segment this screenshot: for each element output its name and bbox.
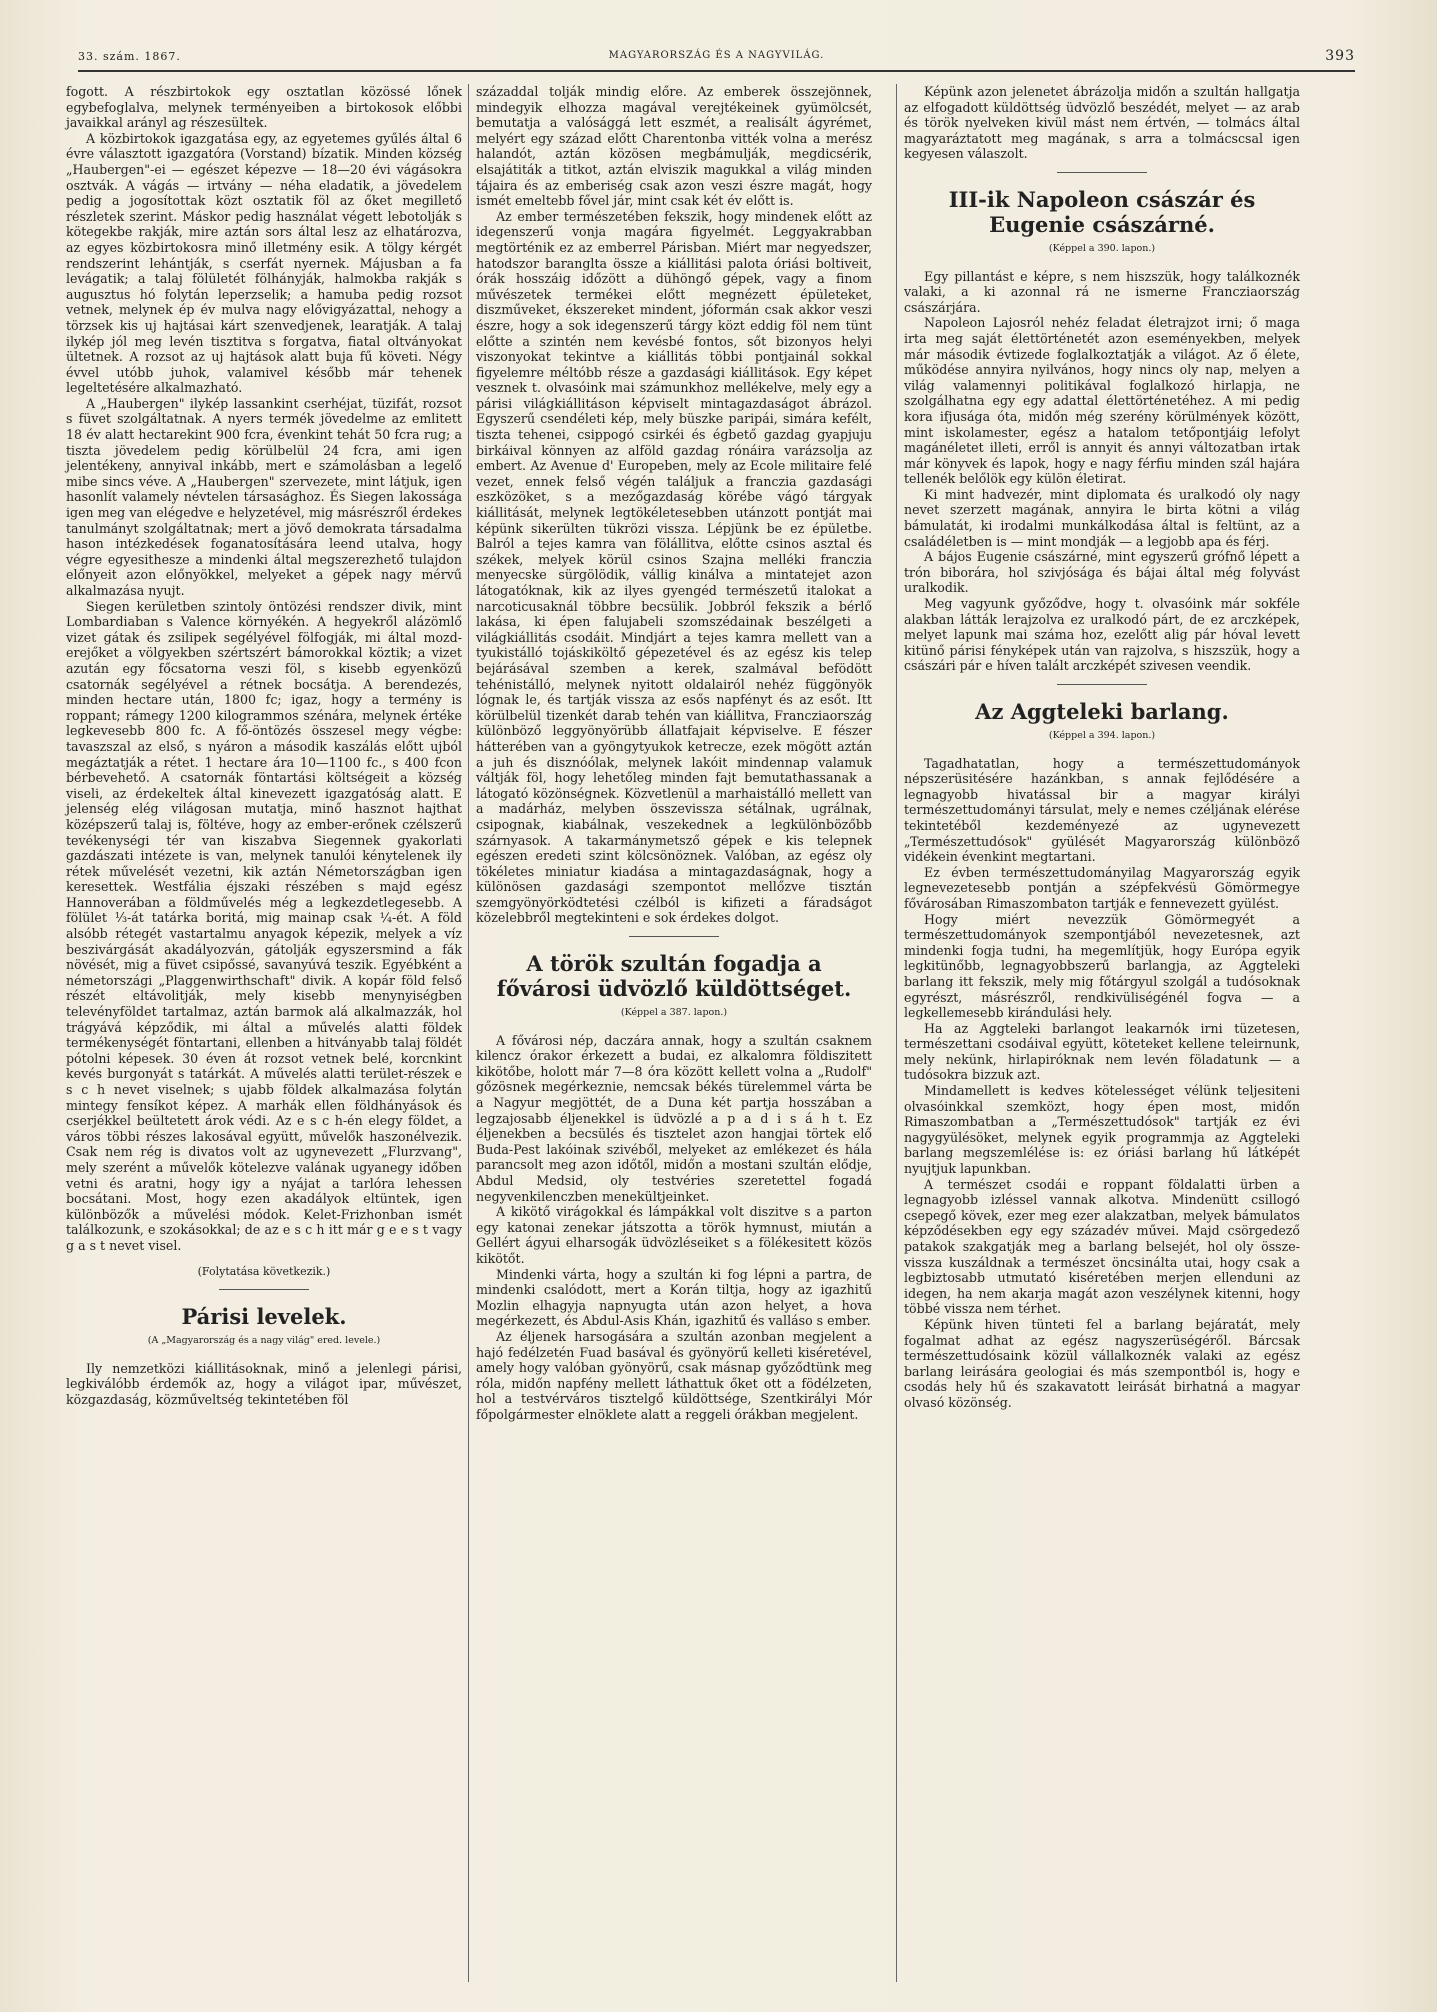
paragraph: A kikötő virágokkal és lámpákkal volt diszitve s a parton egy katonai zenekar játszotta a török hymnust, miután a Gellért ágyui elharsogák üdvözléseiket s a fölékesitett közös kikötőt. [476, 1204, 872, 1266]
paragraph: Ha az Aggteleki barlangot leakarnók irni tüzetesen, természettani csodáival együtt, köteteket kellene teleirnunk, mely nekünk, hirlapiróknak nem levén föladatunk — a tudósokra bizzuk azt. [904, 1020, 1300, 1083]
paragraph: Ki mint hadvezér, mint diplomata és uralkodó oly nagy nevet szerzett magának, annyira le birta kötni a világ bámulatát, ki irodalmi munkálkodása által is feltünt, az a családéletben is — mint mondják — a legjobb apa és férj. [904, 486, 1300, 549]
paragraph: Meg vagyunk győződve, hogy t. olvasóink már sokféle alakban látták lerajzolva ez uralkodó párt, de ez arczképek, melyet lapunk mai száma hoz, ezelőtt alig pár hóval levett kitünő párisi fényképek után van rajzolva, s hiszszük, hogy a császári pár e híven talált arczképét szivesen veendik. [904, 596, 1300, 674]
paragraph: A közbirtokok igazgatása egy, az egyetemes gyűlés által 6 évre választott igazgatóra (Vorstand) bízatik. Minden község „Haubergen"-ei — egészet képezve — 18—20 évi vágásokra osztvák. A vágás — irtvány — néha eladatik, a jövedelem pedig a jogosítottak közt osztatik föl az őket megillető részletek szerint. Máskor pedig használat végett lebotolják s kötegekbe rakják, mire aztán sors által lesz az elhatározva, az egyes közbirtokosra minő illetmény esik. A tölgy kérgét rendszerint lehántják, s cserfát nyernek. Májusban a fa levágatik; a talaj fölületét fölhányják, halmokba rakják s augusztus hó folytán leperzselik; a hamuba pedig rozsot vetnek, melynek ép év mulva nagy elővigyázattal, nehogy a törzsek kis uj hajtásai kárt szenvedjenek, learatják. A talaj ilykép jól meg levén tisztitva s forgatva, fiatal oltványokat ültetnek. A rozsot az uj hajtások alatt buja fű követi. Négy évvel utóbb juhok, valamivel később már tehenek legeltetésére alkalmazható. [66, 130, 462, 396]
separator [219, 1289, 309, 1290]
paragraph: A fővárosi nép, daczára annak, hogy a szultán csaknem kilencz órakor érkezett a budai, ez alkalomra földiszitett kikötőbe, holott már 7—8 óra között kellett volna a „Rudolf" gőzösnek megérkeznie, nemcsak békés türelemmel várta be a Nagyur megjöttét, de a Duna két partja hosszában a legzajosabb éljenekkel is üdvözlé a p a d i s á h t. Ez éljenekben a becsülés és tisztelet azon hangjai törtek elő Buda-Pest lakóinak szivéből, melyeket az emlékezet és hála parancsolt meg azon időtől, midőn a mostani szultán elődje, Abdul Medsid, oly testvéries szeretettel fogadá negyvenkilenczben menekültjeinket. [476, 1032, 872, 1204]
paragraph: Ily nemzetközi kiállitásoknak, minő a jelenlegi párisi, legkiválóbb érdemők az, hogy a világot ipar, művészet, közgazdaság, közműveltség tekintetében föl [66, 1360, 462, 1407]
continued-note: (Folytatása következik.) [197, 1264, 331, 1278]
article-subheading: (Képpel a 394. lapon.) [1048, 730, 1156, 741]
page-header [78, 44, 1355, 72]
paragraph: Képünk azon jelenetet ábrázolja midőn a szultán hallgatja az elfogadott küldöttség üdvözlő beszédét, melyet — az arab és török nyelveken kivül mást nem értvén, — tolmács által magyaráztatott meg magának, s arra a tolmácscsal igen kegyesen válaszolt. [904, 84, 1300, 162]
article-subheading: (Képpel a 387. lapon.) [620, 1007, 728, 1019]
column-3 [904, 84, 1300, 1411]
paragraph: Siegen kerületben szintoly öntözési rendszer divik, mint Lombardiaban s Valence környékén. A hegyekről alázömlő vizet gátak és zsilipek segélyével fölfogják, mi által mozd-erejőket a völgyekben szértszért bámorokkal köztik; a vizet azután egy főcsatorna veszi föl, s kisebb egyenközű csatornák segélyével a rétnek bocsátja. A berendezés, minden hectare után, 1800 fc; igaz, hogy a termény is roppant; rámegy 1200 kilogrammos szénára, melynek értéke legkevesebb 800 fc. A fő-öntözés összesel megy végbe: tavaszszal az első, s nyáron a második kaszálás előtt ujból megáztatják a rétet. 1 hectare ára 10—1100 fc., s 400 fcon bérbevehető. A csatornák föntartási költségeit a község viseli, az érdekeltek által kinevezett igazgatóság alatt. E jelenség elég világosan mutatja, minő hasznot hajthat középszerű talaj is, föltéve, hogy az ember-erőnek czélszerű tevékenységi tér van kiszabva Siegennek gyakorlati gazdászati intézete is van, melynek tanulói kénytelenek ily rétek művelését vezetni, kik aztán Németországban igen keresettek. Westfália éjszaki részében s majd egész Hannoverában a földművelés még a legkezdetlegesebb. A fölület ⅓-át tatárka boritá, mig mainap csak ¼-ét. A föld alsóbb rétegét vastartalmu anyagok képezik, melyek a víz beszivárgását akadályozván, gátolják egyszersmind a fák növését, mig a füvet csipőssé, savanyúvá teszik. Egyébként a németországi „Plaggenwirthschaft" divik. A kopár föld felső részét eltávolitják, mely kisebb menynyiségben televényföldet tartalmaz, aztán barmok alá alkalmazzák, hol trágyává képződik, mi által a művelés alatti földek termékenységét föntartani, ellenben a hitványabb talaj földét pótolni képesek. 30 éven át rozsot vetnek belé, korcnkint kevés burgonyát s tatárkát. A művelés alatti terület-részek e s c h nevet viselnek; s ujabb földek alkalmazása folytán mintegy fensíkot képez. A marhák ellen földhányások és cserjékkel beültetett árok védi. Az e s c h-én elegy földet, a város többi részes lakosával együtt, művelők haszonélvezik. Csak nem rég is divatos volt az ugynevezett „Flurzvang", mely szerént a művelők kötelezve valának ugyanegy időben vetni és aratni, hogy igy a nyájat a tarlóra lehessen bocsátani. Most, hogy ezen akadályok eltüntek, igen különbözők a művelési módok. Kelet-Frizhonban ismét találkozunk, e szokásokkal; de az e s c h itt már g e e s t vagy g a s t nevet visel. [66, 598, 462, 1253]
publication-title: MAGYARORSZÁG ÉS A NAGYVILÁG. [608, 50, 825, 61]
paragraph: Hogy miért nevezzük Gömörmegyét a természettudományok szempontjából nevezetesnek, azt mindenki fogja tudni, ha megemlítjük, hogy Európa egyik legkitünőbb, legnagyobbszerű barlangja, az Aggteleki barlang itt fekszik, mely mig főtárgyul szolgál a tudósoknak egyrészt, másrészről, rendkivüliségénél fogva — a legkellemesebb kirándulási hely. [904, 911, 1300, 1021]
issue-number: 33. szám. 1867. [78, 50, 181, 63]
article-heading: III-ik Napoleon császár és Eugenie császárné. [948, 186, 1256, 237]
paragraph: A bájos Eugenie császárné, mint egyszerű grófnő lépett a trón biborára, hol szivjósága és bájai által még folyvást uralkodik. [904, 549, 1300, 596]
article-heading: Párisi levelek. [181, 1304, 347, 1330]
article-subheading: (Képpel a 390. lapon.) [1048, 242, 1156, 254]
article-heading: Az Aggteleki barlang. [975, 699, 1229, 724]
paragraph: Az éljenek harsogására a szultán azonban megjelent a hajó fedélzetén Fuad basával és gyönyörű kelleti kiséretével, amely hogy valóban gyönyörű, csak másnap győződtünk meg róla, midőn napfény mellett láthattuk őket ott a födélzeten, hol a testvérváros tisztelgő küldöttsége, Szentkirályi Mór főpolgármester elnöklete alatt a reggeli órákban megjelent. [476, 1328, 872, 1422]
paragraph: Tagadhatatlan, hogy a természettudományok népszerüsitésére hazánkban, s annak fejlődésére a legnagyobb hivatással bir a magyar királyi természettudományi társulat, mely e nemes czéljának elérése tekintetéből kezdeményezé az ugynevezett „Természettudósok" gyülését Magyarország különböző vidékein évenkint megtartani. [904, 755, 1300, 865]
paragraph: fogott. A részbirtokok egy osztatlan közössé lőnek egybefoglalva, melynek terményeiben a birtokosok előbbi javaikkal arányl ag részesültek. [66, 84, 462, 131]
paragraph: Ez évben természettudományilag Magyarország egyik legnevezetesebb pontján a szépfekvésü Gömörmegye fővárosában Rimaszombaton tartják e fennevezett gyülést. [904, 864, 1300, 911]
paragraph: Egy pillantást e képre, s nem hiszszük, hogy találkoznék valaki, a ki azonnal rá ne ismerne Francziaország császárjára. [904, 268, 1300, 315]
paragraph: Az ember természetében fekszik, hogy mindenek előtt az idegenszerű vonja magára figyelmét. Leggyakrabban megtörténik ez az emberrel Párisban. Miért mar negyedszer, hatodszor baranglta össze a kiállitási palota óriási boltiveit, órák hosszáig időzött a dühöngő gépek, vagy a finom művészetek termékei előtt megnézett épületeket, diszműveket, ékszereket mindent, jóformán csak akkor veszi észre, hogy a sok idegenszerű tárgy közt eddig föl nem tünt előtte a szintén nem kevésbé fontos, sőt bizonyos helyi viszonyokat tekintve a kiállitás többi pontjainál sokkal figyelemre méltóbb része a gazdasági kiállitások. Egy képet vesznek t. olvasóink mai számunkhoz mellékelve, mely egy a párisi világkiállitáson képviselt mintagazdaságot ábrázol. Egyszerű csendéleti kép, mely büszke paripái, simára kefélt, tiszta tehenei, csippogó csirkéi és égbető gazdag gyapjuju birkáival könnyen az alföld gazdag rónáira varázsolja az embert. Az Avenue d' Europeben, mely az Ecole militaire felé vezet, ennek felső végén találjuk a franczia gazdasági eszközöket, s a mezőgazdaság körébe vágó tárgyak kiállitását, melynek legtökéletesebben utánzott pontját mai képünk sikerülten tükrözi vissza. Lépjünk be ez épületbe. Balról a tejes kamra van fölállitva, előtte csinos asztal és székek, melyek körül csinos Szajna melléki franczia menyecske sürgölödik, vállig kinálva a mintatejet azon látogatóknak, kik az ilyes gyengéd természetű italokat a narcoticusaknál többre becsülik. Jobbról fekszik a bérlő lakása, ki épen falujabeli szomszédainak beszélgeti a világkiállitás csodáit. Mindjárt a tejes kamra mellett van a tyukistálló tojáskiköltő gépezetével és az egész kis telep bejárásával szemben a kerek, szalmával befödött tehénistálló, melynek nyitott oldalairól nehéz függönyök lógnak le, és tartják vissza az esős napfényt és az esőt. Itt körülbelül tizenkét darab tehén van kiállitva, Francziaország különböző leggyönyörübb állatfajait képviselve. E fészer hátterében van a gyöngytyukok ketreczе, ezek mögött aztán a juh és disznóólak, melynek lakóit mindennap valamuk váltják föl, hogy lehetőleg minden fajt bemutathassanak a látogató közönségnek. Közvetlenül a marhaistálló mellett van a madárház, melyben összevissza sétálnak, ugrálnak, csipognak, kiabálnak, veszekednek a legkülönbözőbb szárnyasok. A takarmánymetsző gépek e kis telepnek egészen eredeti szint kölcsönöznek. Valóban, az egész oly tökéletes miniatur kiadása a mintagazdaságnak, hogy a különösen gazdasági szempontot mellőzve tisztán szemgyönyörködtetési czélból is kifizeti a fáradságot közelebbről megtekinteni e sok érdekes dolgot. [476, 208, 872, 926]
paragraph: Mindamellett is kedves kötelességet vélünk teljesiteni olvasóinkkal szemközt, hogy épen most, midőn Rimaszombatban a „Természettudósok" tartják ez évi nagygyülésöket, melynek egyik programmja az Aggteleki barlang megszemlélése is: ez óriási barlang hű látképét nyujtjuk lapunkban. [904, 1083, 1300, 1177]
article-heading: A török szultán fogadja a fővárosi üdvözlő küldöttséget. [496, 951, 852, 1002]
column-rule-1 [468, 84, 469, 1982]
paragraph: A természet csodái e roppant földalatti ürben a legnagyobb izléssel vannak alkotva. Mindenütt csillogó csepegő kövek, ezer meg ezer alakzatban, melyek bámulatos képződésekben egy egy századév művei. Majd csörgedező patakok szakgatják meg a barlang belsejét, hol oly össze-vissza kuszáldnak a természet öncsinálta utai, hogy csak a legbiztosabb utmutató kiséretében merjen ellenduni az idegen, ha nem akarja magát azon veszélynek kitenni, hogy többé vissza nem térhet. [904, 1176, 1300, 1317]
column-rule-2 [896, 84, 897, 1982]
paragraph: Mindenki várta, hogy a szultán ki fog lépni a partra, de mindenki csalódott, mert a Korán tiltja, hogy az igazhitű Mozlin elhagyja napnyugta után azon helyet, a hova megérkezett, és Abdul-Asis Khán, igazhitű és valláso s ember. [476, 1266, 872, 1329]
paragraph: Képünk hiven tünteti fel a barlang bejáratát, mely fogalmat adhat az egész nagyszerüségéről. Bárcsak természettudósaink közül vállalkoznék valaki az egész barlang leirására geologiai és más szempontból is, hogy e csodás hely hű és szakavatott leirását birhatná a magyar olvasó közönség. [904, 1316, 1300, 1410]
separator [629, 936, 719, 937]
page-number: 393 [1325, 48, 1355, 64]
column-2 [476, 84, 872, 1423]
paragraph: Napoleon Lajosról nehéz feladat életrajzot irni; ő maga irta meg saját élettörténetét azon eseményekben, melyek már második évtizede foglalkoztatják a világot. Az ő élete, működése annyira nyilvános, hogy nincs oly nap, melyen a világ valamennyi politikával foglalkozó hirlapja, ne szolgálhatna egy egy adattal élettörténetéhez. A mi pedig kora ifjusága óta, midőn még szerény körülmények között, mint iskolamester, egész a hatalom tetőpontjáig lefolyt magánéletet illeti, erről is annyit és annyi változatban irtak már könyvek és lapok, hogy e nagy férfiu minden szál hajára tellenék belőlök egy külön életirat. [904, 315, 1300, 487]
separator [1057, 172, 1147, 173]
paragraph: századdal tolják mindig előre. Az emberek összejönnek, mindegyik elhozza magával verejtékeinek gyümölcsét, bemutatja a valósággá lett eszmét, a realisált ágyrémet, melyért egy század előtt Charentonba vitték volna a merész halandót, aztán közösen megbámulják, megdicsérik, elsajátiták a titkot, aztán elviszik magukkal a világ minden tájaira és az emberiség csak azon veszi észre magát, hogy ismét emeltebb fővel jár, mint csak két év előtt is. [476, 84, 872, 209]
separator [1057, 684, 1147, 685]
article-subheading: (A „Magyarország és a nagy világ" ered. levele.) [147, 1335, 381, 1347]
paragraph: A „Haubergen" ilykép lassankint cserhéjat, tüzifát, rozsot s füvet szolgáltatnak. A nyers termék jövedelme az emlitett 18 év alatt hectarekint 900 fcra, évenkint tehát 50 fcra rug; a tiszta jövedelem pedig körülbelül 24 fcra, ami igen jelentékeny, annyival inkább, mert e számolásban a legelő mibe sincs véve. A „Haubergen" szervezete, mint látjuk, igen hasonlít valamely névtelen társasághoz. És Siegen lakossága igen meg van elégedve e helyzetével, mig másrészről érdekes tanulmányt szolgáltatnak; mert a jövő demokrata társadalma hason intézkedések foganatosítására leend utalva, hogy végre egyesithesze a mindenki által megszerezhető tulajdon előnyeit azon előnyökkel, melyeket a gépek nagy mérvű alkalmazása nyujt. [66, 395, 462, 598]
column-1 [66, 84, 462, 1408]
